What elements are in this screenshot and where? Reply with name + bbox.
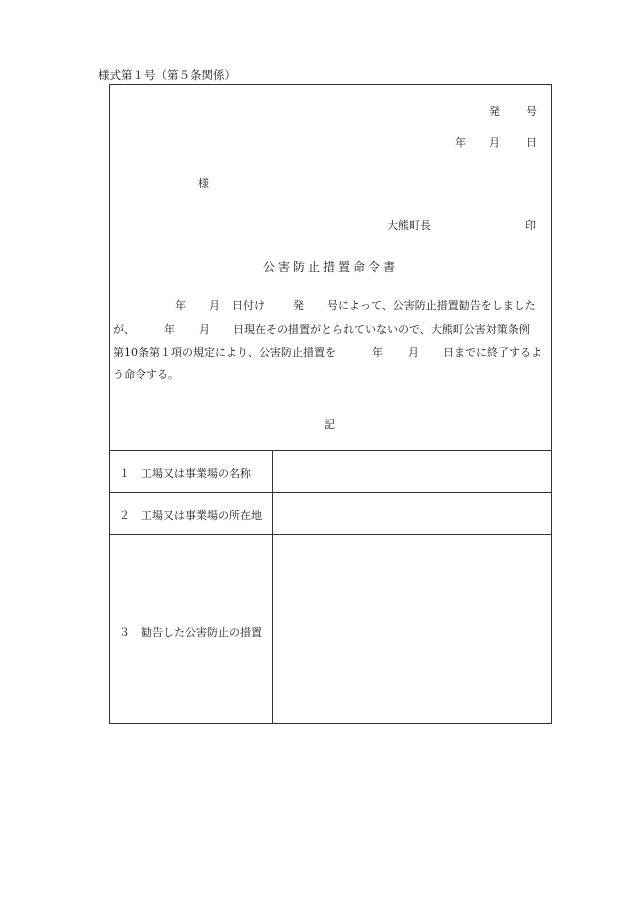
date-month: 月 — [489, 136, 500, 149]
body-line3-year: 年 — [372, 346, 383, 359]
table-top-divider — [109, 450, 552, 451]
body-line2-month: 月 — [199, 323, 210, 336]
body-line1-year: 年 — [175, 299, 186, 312]
body-line1-hatsu: 発 — [293, 299, 304, 312]
date-year: 年 — [455, 136, 466, 149]
body-line3-rest: 日までに終了するよ — [443, 346, 542, 359]
column-divider — [272, 450, 273, 724]
seal-mark: 印 — [525, 219, 536, 232]
row-label-factory-name: １ 工場又は事業場の名称 — [119, 467, 251, 480]
body-line3-month: 月 — [408, 346, 419, 359]
issue-hatsu: 発 — [489, 105, 500, 118]
row-divider-2 — [109, 534, 552, 535]
addressee-sama: 様 — [198, 177, 209, 190]
row-divider-1 — [109, 492, 552, 493]
date-day: 日 — [526, 136, 537, 149]
body-line1-month: 月 — [209, 299, 220, 312]
ki-heading: 記 — [324, 418, 335, 431]
body-line2-rest: 日現在その措置がとられていないので、大熊町公害対策条例 — [233, 323, 530, 336]
body-line1-day-dated: 日付け — [232, 299, 265, 312]
body-line1-rest: 号によって、公害防止措置勧告をしました — [327, 299, 536, 312]
issue-go: 号 — [526, 105, 537, 118]
body-line2-year: 年 — [164, 323, 175, 336]
body-line3-start: 第10条第１項の規定により、公害防止措置を — [113, 346, 336, 359]
row-label-recommended-measures: ３ 勧告した公害防止の措置 — [119, 626, 262, 639]
document-title: 公害防止措置命令書 — [262, 260, 398, 274]
form-number: 様式第１号（第５条関係） — [98, 68, 236, 82]
body-line2-start: が、 — [113, 323, 135, 336]
body-line4: う命令する。 — [113, 368, 179, 381]
issuer-name: 大熊町長 — [387, 219, 431, 232]
row-label-factory-location: ２ 工場又は事業場の所在地 — [119, 509, 262, 522]
